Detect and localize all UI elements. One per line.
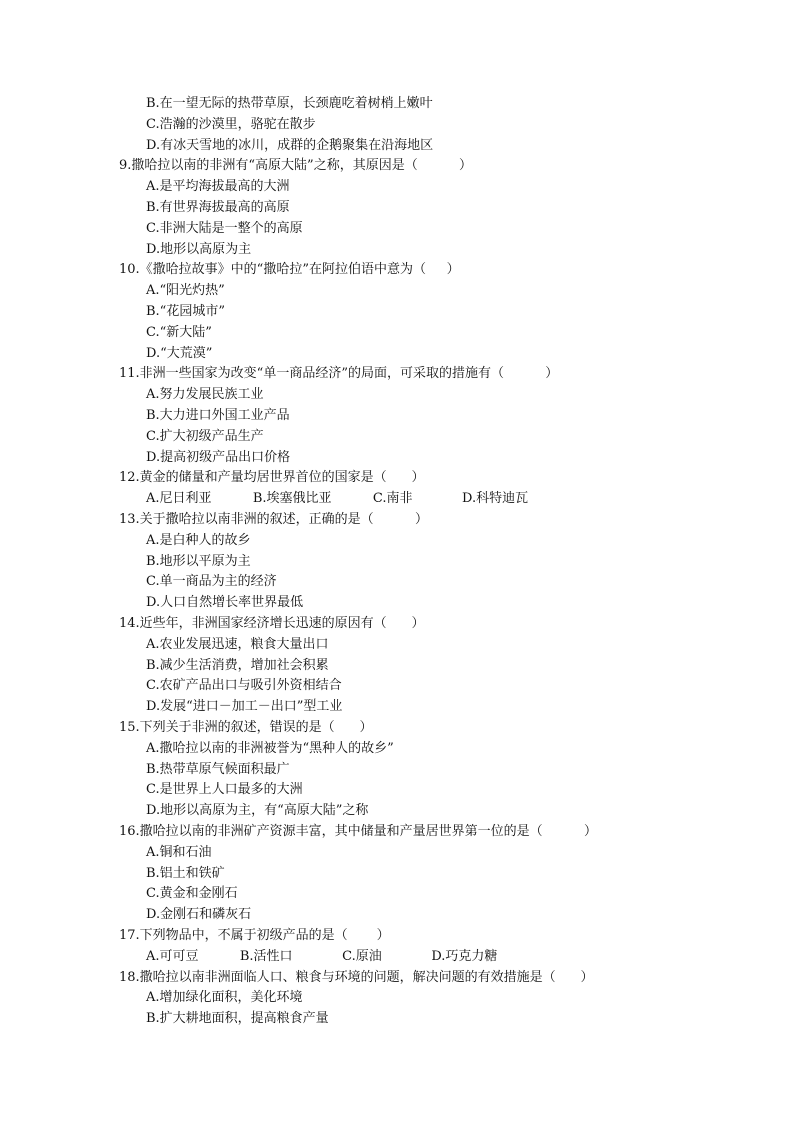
option-line: D.发展“进口－加工－出口”型工业 bbox=[146, 699, 343, 714]
option-line: A.是白种人的故乡 bbox=[146, 533, 251, 548]
option-line: B.热带草原气候面积最广 bbox=[146, 762, 290, 777]
option-line: B.大力进口外国工业产品 bbox=[146, 408, 290, 423]
option-line: C.单一商品为主的经济 bbox=[146, 574, 277, 589]
question-line: 17.下列物品中，不属于初级产品的是（ ） bbox=[119, 928, 390, 943]
option-line: C.农矿产品出口与吸引外资相结合 bbox=[146, 678, 342, 693]
option-line: B.铝土和铁矿 bbox=[146, 866, 225, 881]
option-line: D.有冰天雪地的冰川，成群的企鹅聚集在沿海地区 bbox=[146, 138, 434, 153]
question-line: 16.撒哈拉以南的非洲矿产资源丰富，其中储量和产量居世界第一位的是（ ） bbox=[119, 824, 597, 839]
option-line: D.“大荒漠” bbox=[146, 346, 213, 361]
option-line: B.在一望无际的热带草原，长颈鹿吃着树梢上嫩叶 bbox=[146, 96, 433, 111]
option-line: D.地形以高原为主，有“高原大陆”之称 bbox=[146, 803, 369, 818]
question-line: 15.下列关于非洲的叙述，错误的是（ ） bbox=[119, 720, 373, 735]
option-line: C.黄金和金刚石 bbox=[146, 886, 238, 901]
option-line: C.扩大初级产品生产 bbox=[146, 429, 264, 444]
question-line: 11.非洲一些国家为改变“单一商品经济”的局面，可采取的措施有（ ） bbox=[119, 366, 559, 381]
option-line: A.“阳光灼热” bbox=[146, 283, 225, 298]
option-line: C.浩瀚的沙漠里，骆驼在散步 bbox=[146, 117, 316, 132]
option-line: A.撒哈拉以南的非洲被誉为“黑种人的故乡” bbox=[146, 741, 394, 756]
question-line: 18.撒哈拉以南非洲面临人口、粮食与环境的问题，解决问题的有效措施是（ ） bbox=[119, 970, 594, 985]
option-line: D.金刚石和磷灰石 bbox=[146, 907, 252, 922]
option-line: C.是世界上人口最多的大洲 bbox=[146, 782, 303, 797]
option-line: B.减少生活消费，增加社会积累 bbox=[146, 658, 329, 673]
option-line: A.农业发展迅速，粮食大量出口 bbox=[146, 637, 329, 652]
option-line: A.铜和石油 bbox=[146, 845, 212, 860]
option-line: C.“新大陆” bbox=[146, 325, 212, 340]
option-line: B.“花园城市” bbox=[146, 304, 225, 319]
option-line: A.努力发展民族工业 bbox=[146, 387, 264, 402]
option-line: B.扩大耕地面积，提高粮食产量 bbox=[146, 1011, 329, 1026]
option-line: A.尼日利亚 B.埃塞俄比亚 C.南非 D.科特迪瓦 bbox=[146, 491, 529, 506]
option-line: C.非洲大陆是一整个的高原 bbox=[146, 221, 303, 236]
question-line: 13.关于撒哈拉以南非洲的叙述，正确的是（ ） bbox=[119, 512, 428, 527]
option-line: D.人口自然增长率世界最低 bbox=[146, 595, 304, 610]
option-line: A.是平均海拔最高的大洲 bbox=[146, 179, 290, 194]
option-line: A.增加绿化面积，美化环境 bbox=[146, 990, 303, 1005]
option-line: B.地形以平原为主 bbox=[146, 554, 251, 569]
question-line: 12.黄金的储量和产量均居世界首位的国家是（ ） bbox=[119, 470, 425, 485]
option-line: B.有世界海拔最高的高原 bbox=[146, 200, 290, 215]
option-line: D.地形以高原为主 bbox=[146, 242, 252, 257]
question-line: 9.撒哈拉以南的非洲有“高原大陆”之称，其原因是（ ） bbox=[119, 158, 473, 173]
option-line: A.可可豆 B.活性口 C.原油 D.巧克力糖 bbox=[146, 949, 498, 964]
option-line: D.提高初级产品出口价格 bbox=[146, 450, 291, 465]
question-line: 14.近些年，非洲国家经济增长迅速的原因有（ ） bbox=[119, 616, 425, 631]
question-line: 10.《撒哈拉故事》中的“撒哈拉”在阿拉伯语中意为（ ） bbox=[119, 262, 460, 277]
